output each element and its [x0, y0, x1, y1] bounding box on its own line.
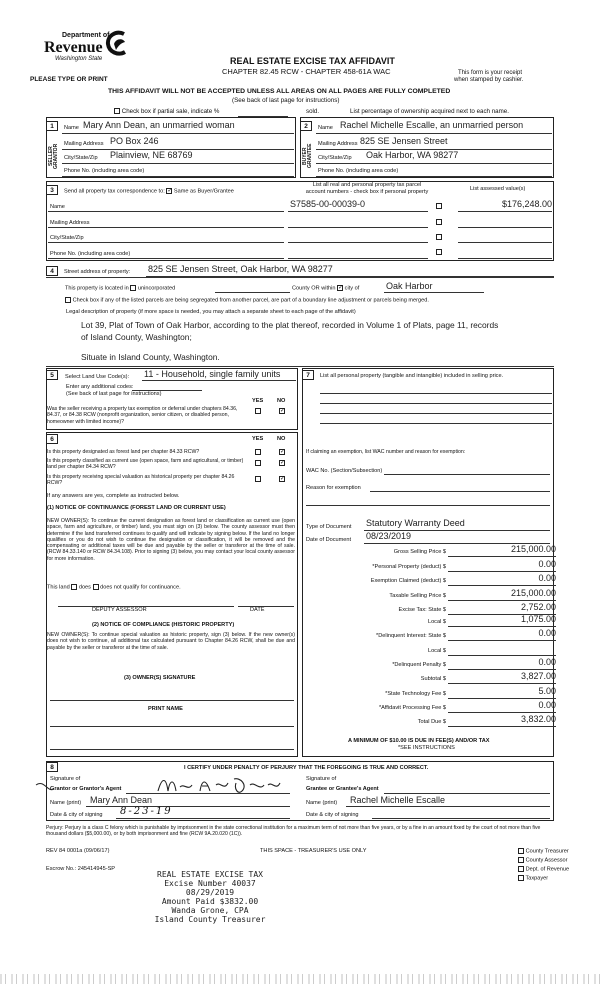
notice1-text: NEW OWNER(S): To continue the current designation as forest land or classification as current use (open space, farm and agriculture, or timber) land, you must sign on (3) below. The county assessor must then determine if the land transferred continues to qualify and will indicate by signing below. If the land no longer qualifies or you do not wish to continue the designation or classification, it will be removed and the compensating or additional taxes will be due and payable by the seller or transferor at the time of sale. (RCW 84.33.140 or RCW 84.34.108). Prior to signing (3) below, you may contact your local county assessor for more information.: [47, 518, 295, 562]
section6-yes-header: YES: [252, 436, 264, 442]
gross-price-label: Gross Selling Price $: [393, 549, 446, 555]
stamp-line-1: REAL ESTATE EXCISE TAX: [157, 870, 263, 879]
grantee-agent-label: Grantee or Grantee's Agent: [306, 786, 379, 792]
receipt-line2: when stamped by cashier.: [454, 77, 524, 83]
seller-phone-label: Phone No. (including area code): [64, 168, 145, 174]
current-use-question: Is this property classified as current use (open space, farm and agricultural, or timber) land per chapter 84.34 RCW?: [47, 458, 244, 471]
copy-county-assessor: County Assessor: [518, 857, 568, 863]
parcel-header-1: List all real and personal property tax parcel: [312, 182, 422, 188]
excise-local-label: Local $: [427, 619, 446, 625]
grantor-date-value[interactable]: 8-23-19: [120, 806, 173, 817]
stamp-line-3: 08/29/2019: [185, 888, 235, 897]
treasurer-stamp: [120, 870, 300, 924]
minimum-fee-note: A MINIMUM OF $10.00 IS DUE IN FEE(S) AND/OR TAX: [348, 738, 490, 744]
this-land-label: This land: [47, 584, 70, 591]
located-row: [65, 285, 175, 291]
segregated-row: [65, 297, 429, 303]
perjury-statement: Perjury: Perjury is a class C felony which is punishable by imprisonment in the state correctional institution for a maximum term of not more than five years, or by a fine in an amount fixed by the court of not more than five thousand dollars ($5,000.00), or by both imprisonment and fine (RCW 9A.20.020 (1C)).: [46, 825, 541, 838]
parcel-header-2: account numbers - check box if personal property: [305, 189, 429, 195]
section-6-number: 6: [46, 434, 58, 444]
street-address-value[interactable]: 825 SE Jensen Street, Oak Harbor, WA 98277: [148, 264, 333, 274]
seller-city-value[interactable]: Plainview, NE 68769: [110, 150, 193, 160]
same-as-buyer-checkbox[interactable]: ✓: [167, 188, 173, 194]
grantor-sig-of-label: Signature of: [50, 776, 81, 782]
section-3-number: 3: [46, 185, 58, 195]
subtotal-value[interactable]: 3,827.00: [520, 671, 556, 681]
subtotal-label: Subtotal $: [420, 676, 446, 682]
exemption-no-checkbox[interactable]: ✓: [280, 408, 286, 414]
grantor-name-value[interactable]: Mary Ann Dean: [90, 795, 153, 805]
excise-local-value[interactable]: 1,075.00: [520, 614, 556, 624]
assessed-header: List assessed value(s): [470, 186, 526, 192]
excise-state-label: Excise Tax: State $: [398, 607, 446, 613]
copy-county-treasurer: County Treasurer: [518, 848, 569, 854]
copy-dept-revenue: Dept. of Revenue: [518, 866, 569, 872]
personal-property-checkbox-3[interactable]: [436, 234, 442, 240]
exemption-claimed-value[interactable]: 0.00: [538, 573, 556, 583]
notice2-title: (2) NOTICE OF COMPLIANCE (HISTORIC PROPERTY): [92, 622, 235, 628]
grantor-date-label: Date & city of signing: [50, 812, 103, 818]
reason-label: Reason for exemption: [306, 485, 361, 491]
receipt-line1: This form is your receipt: [458, 70, 523, 76]
technology-fee-label: *State Technology Fee $: [385, 691, 446, 697]
sold-label: sold.: [306, 108, 320, 115]
section-7-number: 7: [302, 370, 314, 380]
see-instructions-note: *SEE INSTRUCTIONS: [398, 745, 455, 751]
exemption-claimed-label: Exemption Claimed (deduct) $: [370, 578, 446, 584]
deputy-assessor-label: DEPUTY ASSESSOR: [92, 607, 147, 613]
doc-date-label: Date of Document: [306, 537, 352, 543]
qualify-row: [47, 584, 181, 590]
penalty-value[interactable]: 0.00: [538, 657, 556, 667]
taxable-price-value[interactable]: 215,000.00: [510, 588, 556, 598]
processing-fee-label: *Affidavit Processing Fee $: [378, 705, 446, 711]
seller-mailing-label: Mailing Address: [64, 141, 104, 147]
buyer-city-label: City/State/Zip: [318, 155, 352, 161]
buyer-mailing-value[interactable]: 825 SE Jensen Street: [360, 136, 448, 146]
please-type: PLEASE TYPE OR PRINT: [30, 76, 108, 83]
section-5-number: 5: [46, 370, 58, 380]
legal-line-2[interactable]: of Island County, Washington;: [81, 332, 192, 342]
escrow-number: Escrow No.: 245414945-SP: [46, 866, 116, 872]
section-2-number: 2: [300, 121, 312, 131]
total-due-value[interactable]: 3,832.00: [520, 714, 556, 724]
seller-mailing-value[interactable]: PO Box 246: [110, 136, 159, 146]
buyer-city-value[interactable]: Oak Harbor, WA 98277: [366, 150, 459, 160]
city-of-value[interactable]: Oak Harbor: [386, 281, 433, 291]
send-correspondence-label: Send all property tax correspondence to:: [64, 188, 165, 195]
warning-text: THIS AFFIDAVIT WILL NOT BE ACCEPTED UNLESS ALL AREAS ON ALL PAGES ARE FULLY COMPLETED: [108, 88, 451, 95]
personal-property-label: List all personal property (tangible and intangible) included in selling price.: [320, 373, 504, 379]
grantor-name-label: Name (print): [50, 800, 82, 806]
taxpayer-name-label: Name: [50, 204, 65, 210]
exemption-yes-checkbox[interactable]: [255, 408, 261, 414]
segregated-checkbox[interactable]: [65, 297, 71, 303]
partial-sale-checkbox[interactable]: [114, 108, 120, 114]
notice1-title: (1) NOTICE OF CONTINUANCE (FOREST LAND OR CURRENT USE): [47, 505, 226, 511]
date-label: DATE: [250, 607, 265, 613]
section5-see-back: (See back of last page for instructions): [66, 391, 162, 397]
unincorporated-checkbox[interactable]: [130, 285, 136, 291]
if-yes-note: If any answers are yes, complete as instructed below.: [47, 493, 180, 499]
taxable-price-label: Taxable Selling Price $: [389, 593, 446, 599]
legal-line-1[interactable]: Lot 39, Plat of Town of Oak Harbor, according to the plat thereof, recorded in Volume 1 of Plats, page 11, records: [81, 320, 499, 330]
stamp-line-2: Excise Number 40037: [164, 879, 256, 888]
wac-label: WAC No. (Section/Subsection): [306, 468, 383, 474]
section5-no-header: NO: [277, 398, 286, 404]
washington-logo-icon: [104, 30, 130, 58]
grantee-sig-of-label: Signature of: [306, 776, 337, 782]
buyer-name-label: Name: [318, 125, 333, 131]
section5-yes-header: YES: [252, 398, 264, 404]
taxpayer-mailing-label: Mailing Address: [50, 220, 90, 226]
exemption-question: Was the seller receiving a property tax exemption or deferral under chapters 84.36, 84.37, or 84.38 RCW (nonprofit organization, senior citizen, or disabled person, homeowner with limited income)?: [47, 406, 238, 425]
section-1-number: 1: [46, 121, 58, 131]
grantee-name-value[interactable]: Rachel Michelle Escalle: [350, 795, 446, 805]
seller-name-label: Name: [64, 125, 79, 131]
does-label: does: [78, 584, 91, 591]
historic-no-checkbox[interactable]: ✓: [280, 476, 286, 482]
processing-fee-value[interactable]: 0.00: [538, 700, 556, 710]
buyer-grantee-label: BUYER GRANTEE: [302, 143, 313, 169]
additional-codes-label: Enter any additional codes:: [66, 384, 134, 390]
personal-property-checkbox-4[interactable]: [436, 249, 442, 255]
legal-line-3[interactable]: Situate in Island County, Washington.: [81, 352, 220, 362]
form-chapter: CHAPTER 82.45 RCW - CHAPTER 458-61A WAC: [222, 67, 391, 76]
copy-taxpayer: Taxpayer: [518, 875, 548, 881]
dept-line1: Department of: [62, 32, 110, 39]
seller-city-label: City/State/Zip: [64, 155, 98, 161]
seller-name-value[interactable]: Mary Ann Dean, an unmarried woman: [83, 120, 235, 130]
section6-no-header: NO: [277, 436, 286, 442]
partial-sale-row: [114, 108, 219, 115]
stamp-line-5: Wanda Grone, CPA: [171, 906, 249, 915]
exemption-claim-label: If claiming an exemption, list WAC number and reason for exemption:: [306, 449, 466, 455]
current-use-yes-checkbox[interactable]: [255, 460, 261, 466]
doc-type-label: Type of Document: [306, 524, 352, 530]
grantee-date-label: Date & city of signing: [306, 812, 359, 818]
assessed-value[interactable]: $176,248.00: [501, 199, 552, 209]
treasurer-use-label: THIS SPACE - TREASURER'S USE ONLY: [260, 848, 367, 854]
dept-line2: Revenue: [44, 39, 103, 56]
personal-property-deduct-label: *Personal Property (deduct) $: [372, 564, 446, 570]
grantee-name-label: Name (print): [306, 800, 338, 806]
county-or-label: County OR within: [292, 285, 336, 292]
interest-local-label: Local $: [427, 648, 446, 654]
segregated-label: Check box if any of the listed parcels are being segregated from another parcel, are part of a boundary line adjustment or parcels being merged.: [72, 297, 429, 304]
technology-fee-value[interactable]: 5.00: [538, 686, 556, 696]
stamp-line-4: Amount Paid $3832.00: [161, 897, 259, 906]
taxpayer-phone-label: Phone No. (including area code): [50, 251, 131, 257]
stamp-line-6: Island County Treasurer: [154, 915, 266, 924]
section-8-number: 8: [46, 762, 58, 772]
same-as-buyer-label: Same as Buyer/Grantee: [173, 188, 234, 195]
city-of-label: city of: [344, 285, 360, 292]
owner-signature-label: (3) OWNER(S) SIGNATURE: [124, 675, 196, 681]
penalty-label: *Delinquent Penalty $: [392, 662, 446, 668]
personal-property-checkbox-2[interactable]: [436, 219, 442, 225]
scan-edge-noise: [0, 974, 600, 984]
city-of-checkbox[interactable]: ✓: [338, 285, 344, 291]
dept-line3: Washington State: [55, 56, 103, 62]
personal-property-deduct-value[interactable]: 0.00: [538, 559, 556, 569]
gross-price-value[interactable]: 215,000.00: [510, 544, 556, 554]
forest-no-checkbox[interactable]: ✓: [280, 449, 286, 455]
see-back-note: (See back of last page for instructions): [232, 97, 340, 104]
current-use-no-checkbox[interactable]: ✓: [280, 460, 286, 466]
historic-yes-checkbox[interactable]: [255, 476, 261, 482]
doc-type-value[interactable]: Statutory Warranty Deed: [366, 518, 465, 528]
form-title: REAL ESTATE EXCISE TAX AFFIDAVIT: [230, 56, 395, 66]
buyer-mailing-label: Mailing Address: [318, 141, 358, 147]
forest-yes-checkbox[interactable]: [255, 449, 261, 455]
form-revision: REV 84 0001a (09/06/17): [46, 848, 110, 854]
list-pct-label: List percentage of ownership acquired next to each name.: [350, 108, 509, 115]
legal-description-label: Legal description of property (if more space is needed, you may attach a separate sheet to each page of the affidavit): [66, 309, 356, 315]
city-within-row: [292, 285, 359, 291]
does-checkbox[interactable]: [71, 584, 77, 590]
forest-land-question: Is this property designated as forest land per chapter 84.33 RCW?: [47, 449, 200, 455]
historic-question: Is this property receiving special valuation as historical property per chapter 84.26 RCW?: [47, 474, 235, 487]
personal-property-checkbox-1[interactable]: [436, 203, 442, 209]
does-not-checkbox[interactable]: [93, 584, 99, 590]
send-correspondence-row: [64, 188, 234, 194]
taxpayer-city-label: City/State/Zip: [50, 235, 84, 241]
seller-grantor-label: SELLER GRANTOR: [48, 143, 59, 169]
unincorporated-label: unincorporated: [137, 285, 176, 292]
buyer-name-value[interactable]: Rachel Michelle Escalle, an unmarried person: [340, 120, 524, 130]
section-4-number: 4: [46, 266, 58, 276]
notice2-text: NEW OWNER(S): To continue special valuation as historic property, sign (3) below. If the new owner(s) does not wish to continue, all additional tax calculated pursuant to Chapter 84.26 RCW, shall be due and payable by the seller or transferor at the time of sale.: [47, 632, 295, 651]
interest-state-value[interactable]: 0.00: [538, 628, 556, 638]
land-use-value[interactable]: 11 - Household, single family units: [144, 369, 281, 379]
street-address-label: Street address of property:: [64, 269, 131, 275]
excise-state-value[interactable]: 2,752.00: [520, 602, 556, 612]
total-due-label: Total Due $: [417, 719, 446, 725]
does-not-label: does not qualify for continuance.: [100, 584, 181, 591]
land-use-label: Select Land Use Code(s):: [65, 374, 130, 380]
parcel-number-value[interactable]: S7585-00-00039-0: [290, 199, 366, 209]
buyer-phone-label: Phone No. (including area code): [318, 168, 399, 174]
grantor-agent-label: Grantor or Grantor's Agent: [50, 786, 122, 792]
located-label: This property is located in: [65, 285, 129, 292]
doc-date-value[interactable]: 08/23/2019: [366, 531, 412, 541]
partial-sale-label: Check box if partial sale, indicate %: [121, 108, 220, 115]
certify-statement: I CERTIFY UNDER PENALTY OF PERJURY THAT THE FOREGOING IS TRUE AND CORRECT.: [184, 765, 429, 771]
interest-state-label: *Delinquent Interest: State $: [376, 633, 446, 639]
print-name-label: PRINT NAME: [148, 706, 183, 712]
